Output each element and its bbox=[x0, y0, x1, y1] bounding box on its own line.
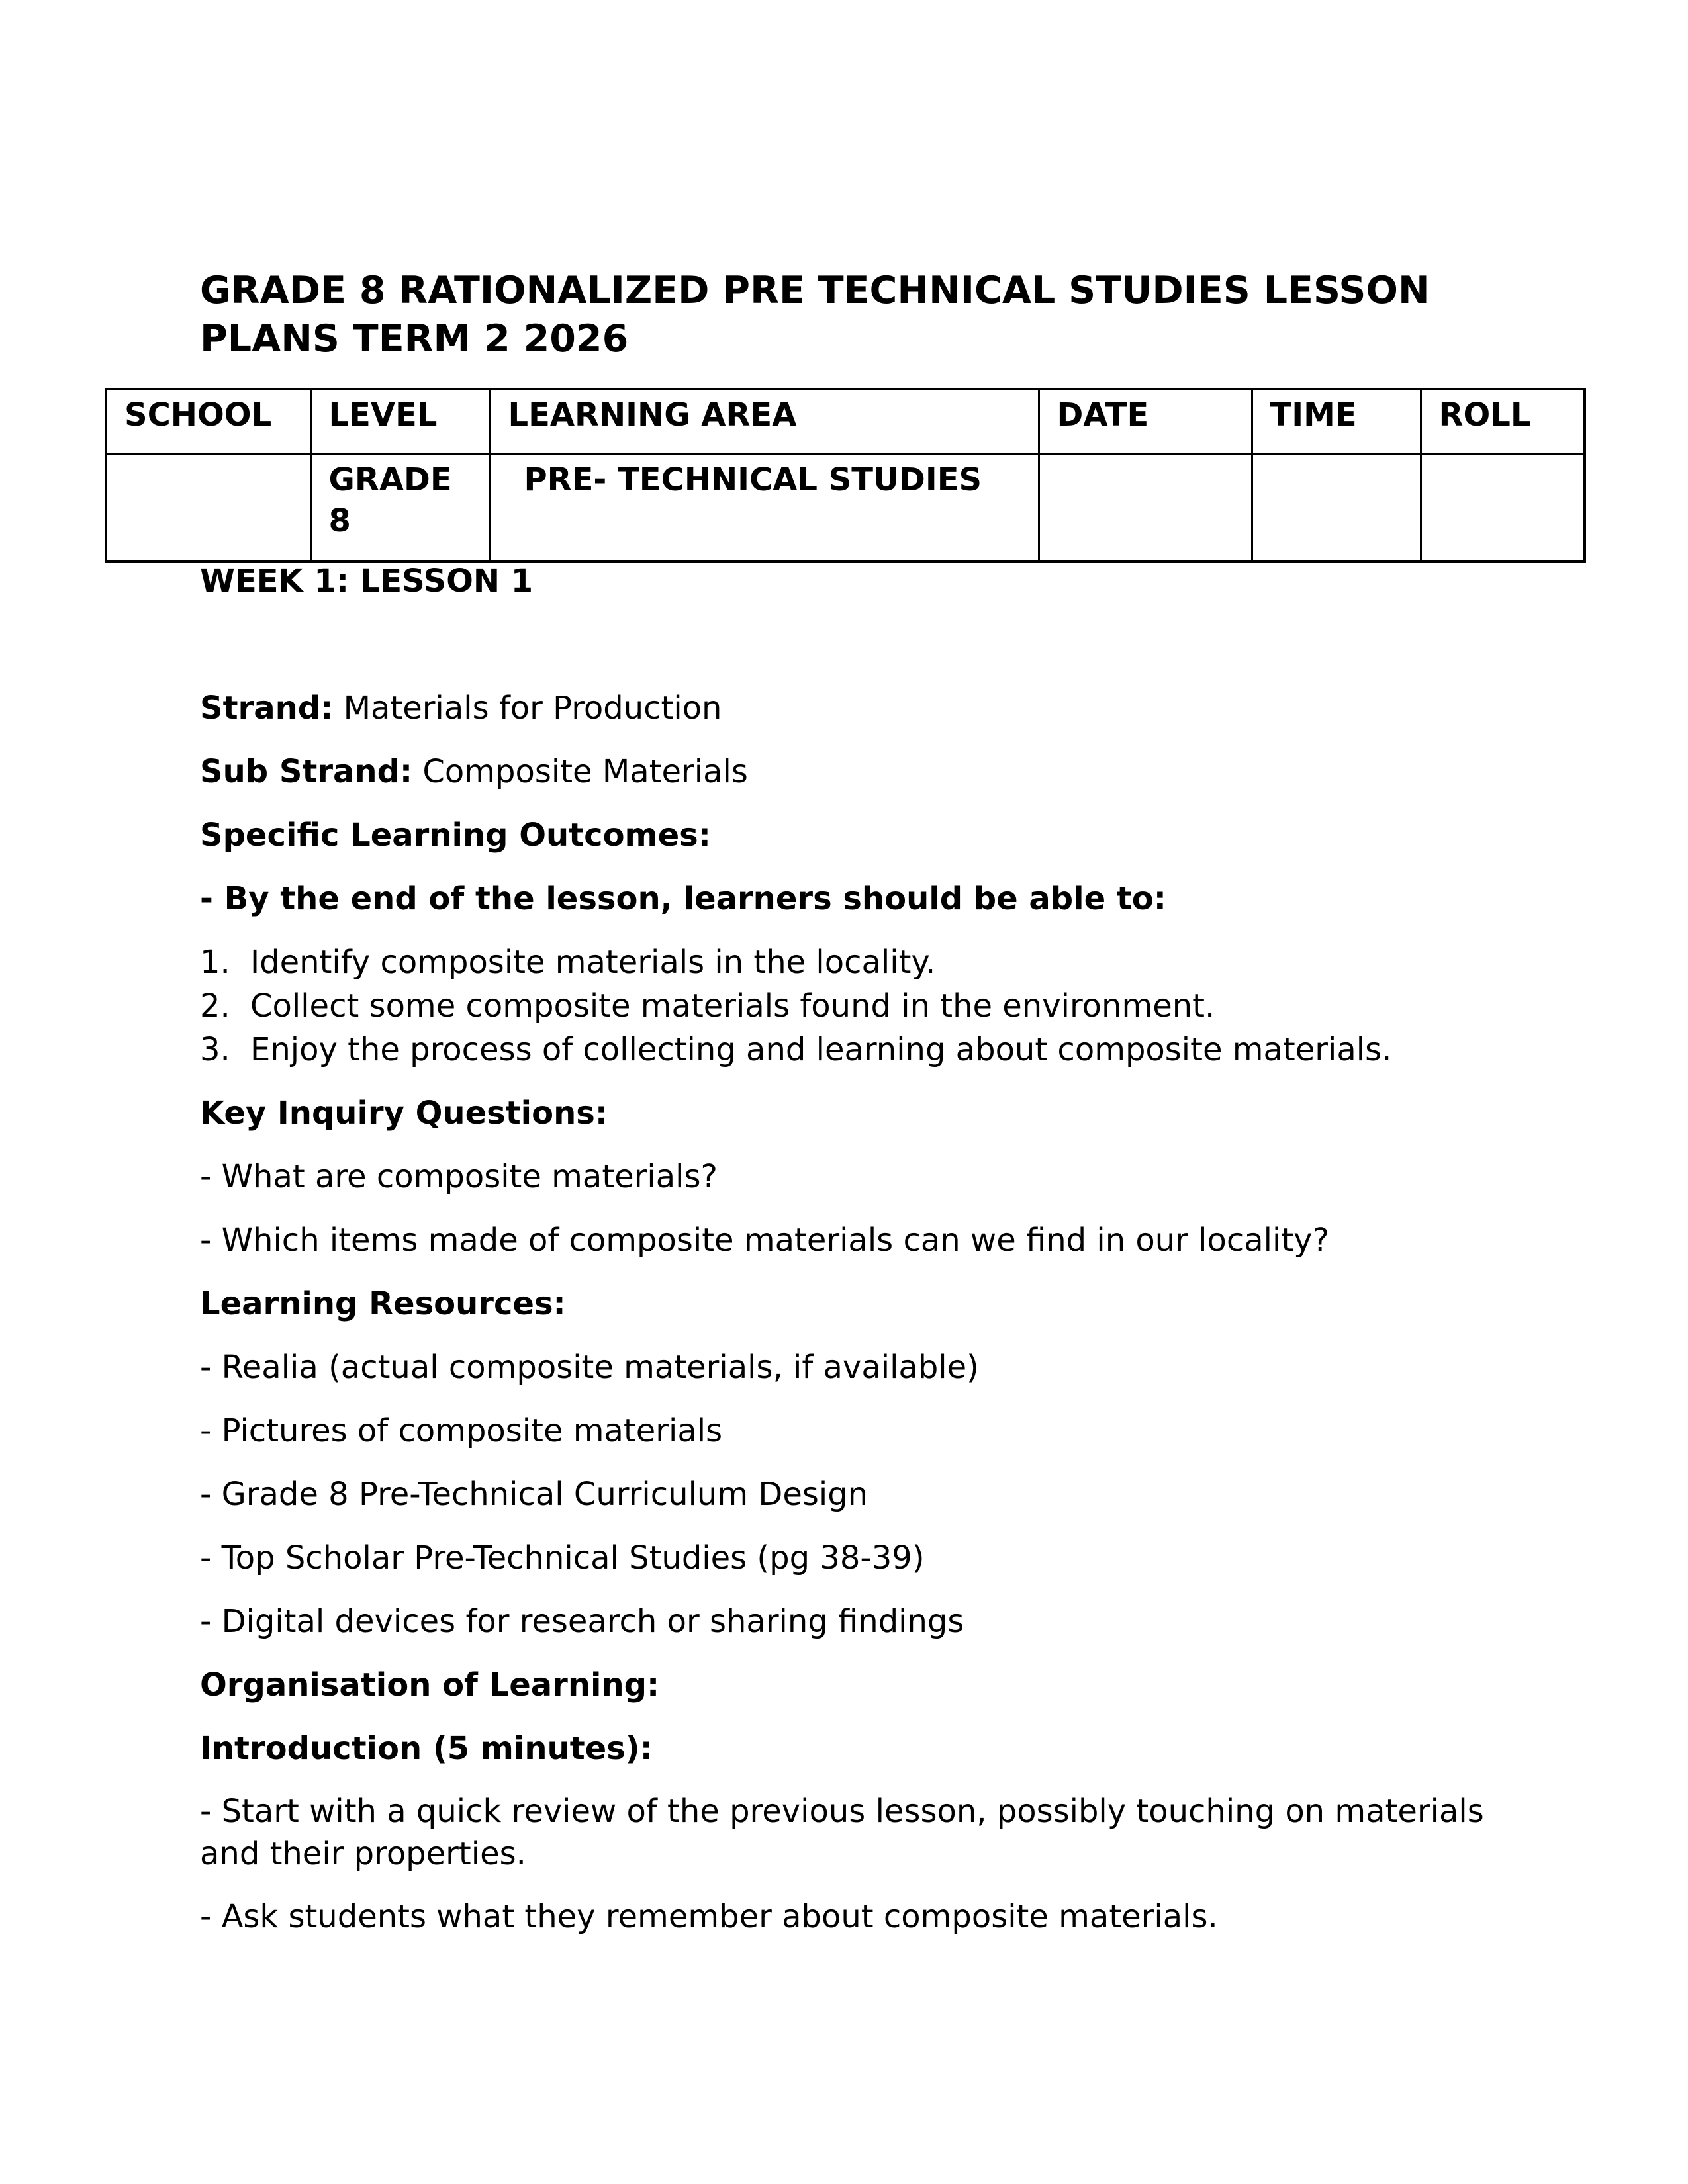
list-number: 2. bbox=[200, 987, 230, 1024]
introduction-item: - Start with a quick review of the previous lesson, possibly touching on materials and their properties. bbox=[200, 1793, 1484, 1872]
introduction-item: - Ask students what they remember about composite materials. bbox=[200, 1898, 1218, 1935]
outcomes-heading: Specific Learning Outcomes: bbox=[200, 817, 711, 854]
list-number: 3. bbox=[200, 1031, 230, 1068]
week-lesson-heading: WEEK 1: LESSON 1 bbox=[200, 563, 534, 600]
list-text: Collect some composite materials found in the environment. bbox=[250, 987, 1215, 1024]
header-learning-area: LEARNING AREA bbox=[490, 389, 1039, 454]
resources-heading: Learning Resources: bbox=[200, 1285, 566, 1322]
sub-strand-value: Composite Materials bbox=[422, 753, 748, 790]
list-text: Enjoy the process of collecting and learning about composite materials. bbox=[250, 1031, 1392, 1068]
header-level: LEVEL bbox=[310, 389, 490, 454]
strand-value: Materials for Production bbox=[343, 690, 722, 727]
resource-item: - Top Scholar Pre-Technical Studies (pg 38-39) bbox=[200, 1539, 925, 1576]
list-item bbox=[200, 984, 1491, 1028]
cell-learning-area: PRE- TECHNICAL STUDIES bbox=[490, 454, 1039, 561]
cell-level: GRADE 8 bbox=[310, 454, 490, 561]
outcomes-list bbox=[200, 940, 1491, 1071]
document-title: GRADE 8 RATIONALIZED PRE TECHNICAL STUDIES LESSON PLANS TERM 2 2026 bbox=[200, 269, 1430, 361]
cell-school bbox=[106, 454, 310, 561]
resource-item: - Pictures of composite materials bbox=[200, 1412, 723, 1449]
cell-date bbox=[1039, 454, 1252, 561]
resource-item: - Grade 8 Pre-Technical Curriculum Design bbox=[200, 1476, 868, 1513]
cell-roll bbox=[1421, 454, 1585, 561]
resource-item: - Digital devices for research or sharing findings bbox=[200, 1603, 964, 1640]
introduction-heading: Introduction (5 minutes): bbox=[200, 1730, 653, 1767]
inquiry-item: - What are composite materials? bbox=[200, 1158, 718, 1195]
inquiry-item: - Which items made of composite materials can we find in our locality? bbox=[200, 1222, 1330, 1259]
outcomes-intro: - By the end of the lesson, learners should be able to: bbox=[200, 880, 1166, 917]
inquiry-heading: Key Inquiry Questions: bbox=[200, 1095, 608, 1132]
header-date: DATE bbox=[1039, 389, 1252, 454]
lesson-body bbox=[200, 686, 1491, 1958]
header-school: SCHOOL bbox=[106, 389, 310, 454]
header-time: TIME bbox=[1252, 389, 1421, 454]
table-row bbox=[106, 454, 1585, 561]
organisation-heading: Organisation of Learning: bbox=[200, 1666, 660, 1704]
lesson-info-table bbox=[105, 388, 1586, 563]
sub-strand-line bbox=[200, 750, 1491, 794]
resource-item: - Realia (actual composite materials, if available) bbox=[200, 1349, 979, 1386]
strand-label: Strand: bbox=[200, 690, 334, 727]
list-number: 1. bbox=[200, 944, 230, 981]
header-roll: ROLL bbox=[1421, 389, 1585, 454]
list-text: Identify composite materials in the locality. bbox=[250, 944, 936, 981]
list-item bbox=[200, 1028, 1491, 1071]
list-item bbox=[200, 940, 1491, 984]
table-header-row bbox=[106, 389, 1585, 454]
strand-line bbox=[200, 686, 1491, 730]
sub-strand-label: Sub Strand: bbox=[200, 753, 413, 790]
cell-time bbox=[1252, 454, 1421, 561]
